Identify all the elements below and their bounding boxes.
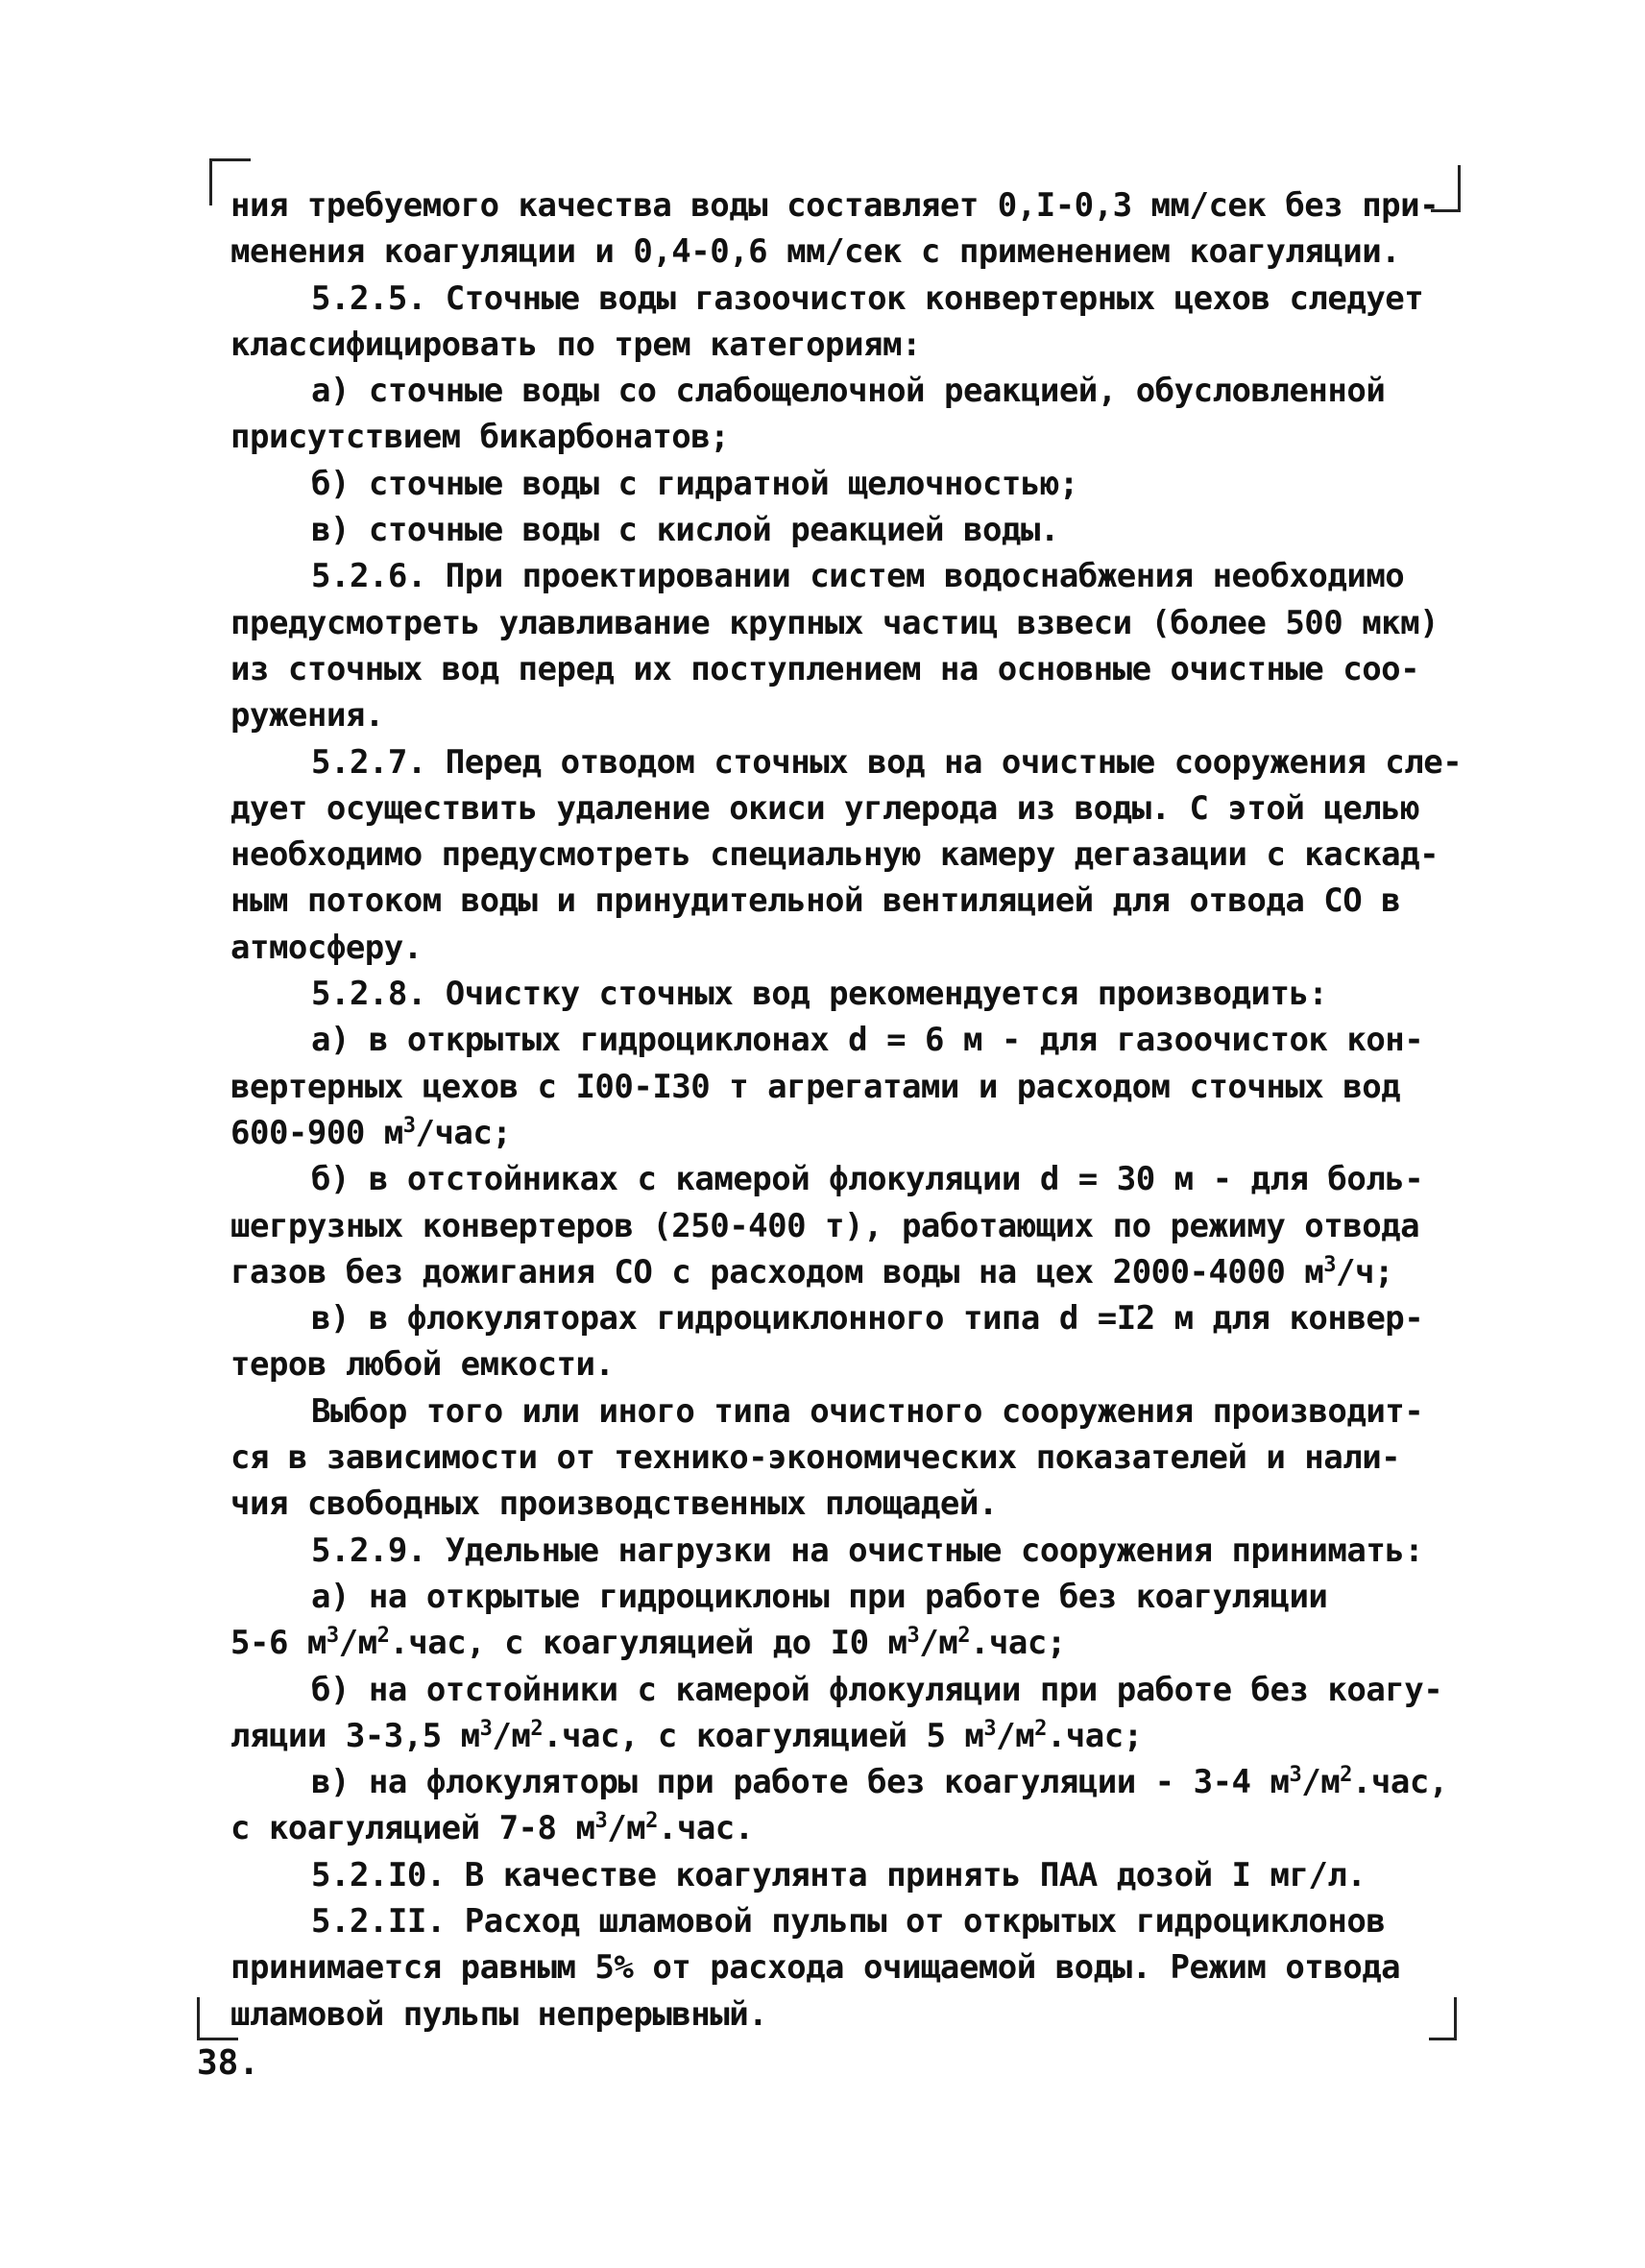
text-span: дует осуществить удаление окиси углерода из воды. С этой целью <box>230 788 1420 828</box>
text-span: /м <box>607 1809 646 1848</box>
superscript: 3 <box>402 1113 416 1138</box>
superscript: 2 <box>376 1624 390 1649</box>
text-span: б) сточные воды с гидратной щелочностью; <box>311 464 1078 503</box>
text-line <box>230 182 1460 229</box>
text-span: .час; <box>1046 1716 1143 1755</box>
text-line <box>230 1017 1460 1063</box>
text-line <box>230 414 1460 460</box>
text-line <box>230 1435 1460 1481</box>
text-span: /м <box>1301 1763 1341 1802</box>
text-line <box>230 1481 1460 1527</box>
superscript: 3 <box>1323 1252 1337 1277</box>
text-span: 600-900 м <box>230 1113 403 1152</box>
text-span: шегрузных конвертеров (250-400 т), работающих по режиму отвода <box>230 1206 1420 1245</box>
text-span: ружения. <box>230 696 384 736</box>
superscript: 2 <box>1034 1716 1047 1741</box>
text-line <box>230 1991 1460 2038</box>
text-line <box>230 507 1460 553</box>
text-span: в) сточные воды с кислой реакцией воды. <box>311 511 1059 550</box>
text-line <box>230 971 1460 1017</box>
text-span: шламовой пульпы непрерывный. <box>230 1994 768 2034</box>
text-span: 5.2.I0. В качестве коагулянта принять ПАА дозой I мг/л. <box>311 1855 1367 1894</box>
text-span: /час; <box>415 1113 512 1152</box>
text-span: .час, с коагуляцией 5 м <box>543 1716 984 1755</box>
superscript: 3 <box>1289 1763 1302 1788</box>
superscript: 2 <box>530 1716 544 1741</box>
text-span: 5.2.II. Расход шламовой пульпы от открытых гидроциклонов <box>311 1901 1386 1941</box>
text-span: 5.2.9. Удельные нагрузки на очистные сооружения принимать: <box>311 1531 1424 1570</box>
text-span: атмосферу. <box>230 928 423 967</box>
text-span: 5.2.8. Очистку сточных вод рекомендуется производить: <box>311 975 1328 1014</box>
text-line <box>230 322 1460 368</box>
text-line <box>230 1156 1460 1202</box>
text-span: менения коагуляции и 0,4-0,6 мм/сек с применением коагуляции. <box>230 232 1401 272</box>
superscript: 3 <box>907 1624 920 1649</box>
text-span: а) на открытые гидроциклоны при работе без коагуляции <box>311 1577 1328 1616</box>
text-span: ся в зависимости от технико-экономических показателей и нали- <box>230 1438 1401 1478</box>
text-line <box>230 1203 1460 1249</box>
text-span: 5.2.6. При проектировании систем водоснабжения необходимо <box>311 557 1405 596</box>
text-line <box>230 229 1460 275</box>
text-span: в) на флокуляторы при работе без коагуляции - 3-4 м <box>311 1763 1290 1802</box>
superscript: 2 <box>645 1809 658 1834</box>
text-line <box>230 692 1460 738</box>
text-line <box>230 1388 1460 1435</box>
superscript: 3 <box>326 1624 339 1649</box>
text-line <box>230 1620 1460 1666</box>
text-line <box>230 600 1460 646</box>
text-line <box>230 276 1460 322</box>
text-span: б) на отстойники с камерой флокуляции при работе без коагу- <box>311 1670 1443 1709</box>
text-line <box>230 646 1460 692</box>
text-line <box>230 925 1460 971</box>
text-span: /ч; <box>1336 1252 1393 1291</box>
text-span: ным потоком воды и принудительной вентиляцией для отвода СО в <box>230 881 1401 921</box>
text-line <box>230 739 1463 785</box>
text-span: необходимо предусмотреть специальную камеру дегазации с каскад- <box>230 835 1439 875</box>
text-span: вертерных цехов с I00-I30 т агрегатами и расходом сточных вод <box>230 1067 1401 1106</box>
text-span: .час, <box>1351 1763 1448 1802</box>
text-span: в) в флокуляторах гидроциклонного типа d =I2 м для конвер- <box>311 1299 1424 1339</box>
text-span: /м <box>338 1624 377 1663</box>
text-line <box>230 1667 1460 1713</box>
text-line <box>230 368 1460 414</box>
text-line <box>230 1805 1460 1851</box>
text-line <box>230 1110 1460 1156</box>
body-text <box>230 182 1463 2038</box>
text-span: /м <box>996 1716 1035 1755</box>
text-span: а) сточные воды со слабощелочной реакцией, обусловленной <box>311 372 1386 411</box>
text-line <box>230 878 1460 924</box>
text-span: .час; <box>969 1624 1066 1663</box>
text-span: 5.2.5. Сточные воды газоочисток конвертерных цехов следует <box>311 278 1424 318</box>
page-number: 38. <box>197 2043 260 2083</box>
text-line <box>230 832 1460 878</box>
text-span: .час, с коагуляцией до I0 м <box>389 1624 907 1663</box>
text-line <box>230 1574 1460 1620</box>
text-span: .час. <box>657 1809 754 1848</box>
text-span: чия свободных производственных площадей. <box>230 1484 998 1524</box>
text-line <box>230 1295 1460 1341</box>
text-line <box>230 553 1460 599</box>
text-span: /м <box>919 1624 958 1663</box>
text-span: /м <box>492 1716 531 1755</box>
text-span: ния требуемого качества воды составляет 0,I-0,3 мм/сек без при- <box>230 186 1439 225</box>
superscript: 3 <box>479 1716 493 1741</box>
text-span: ляции 3-3,5 м <box>230 1716 480 1755</box>
text-line <box>230 461 1460 507</box>
text-line <box>230 1528 1460 1574</box>
text-span: присутствием бикарбонатов; <box>230 418 730 457</box>
text-line <box>230 1898 1460 1944</box>
text-span: б) в отстойниках с камерой флокуляции d = 30 м - для боль- <box>311 1160 1424 1199</box>
text-span: предусмотреть улавливание крупных частиц взвеси (более 500 мкм) <box>230 603 1439 642</box>
text-span: Выбор того или иного типа очистного сооружения производит- <box>311 1391 1424 1431</box>
superscript: 2 <box>957 1624 970 1649</box>
superscript: 3 <box>983 1716 997 1741</box>
text-line <box>230 1713 1460 1759</box>
text-span: газов без дожигания СО с расходом воды на цех 2000-4000 м <box>230 1252 1324 1291</box>
text-span: принимается равным 5% от расхода очищаемой воды. Режим отвода <box>230 1948 1401 1988</box>
text-line <box>230 1341 1460 1387</box>
text-line <box>230 1249 1460 1295</box>
text-span: из сточных вод перед их поступлением на основные очистные соо- <box>230 649 1420 688</box>
superscript: 2 <box>1340 1763 1352 1788</box>
text-line <box>230 785 1460 832</box>
text-span: классифицировать по трем категориям: <box>230 325 921 364</box>
text-line <box>230 1064 1460 1110</box>
text-line <box>230 1852 1460 1898</box>
text-line <box>230 1759 1460 1805</box>
text-span: 5-6 м <box>230 1624 327 1663</box>
text-span: с коагуляцией 7-8 м <box>230 1809 595 1848</box>
text-span: а) в открытых гидроциклонах d = 6 м - для газоочисток кон- <box>311 1021 1424 1060</box>
text-line <box>230 1944 1460 1991</box>
text-span: теров любой емкости. <box>230 1345 615 1385</box>
text-span: 5.2.7. Перед отводом сточных вод на очистные сооружения сле- <box>311 742 1463 782</box>
superscript: 3 <box>594 1809 608 1834</box>
